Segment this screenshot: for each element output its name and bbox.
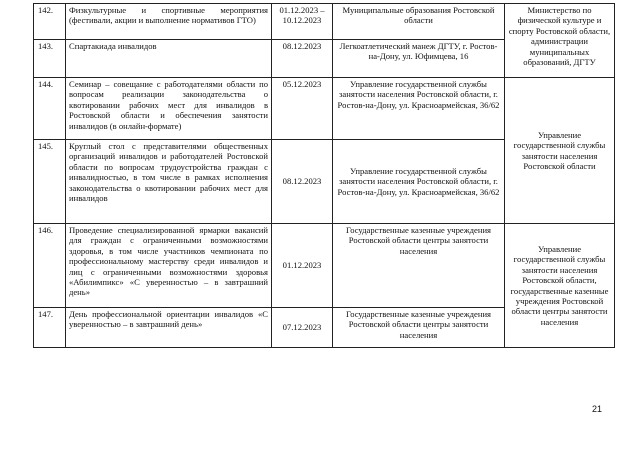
table-row [34, 224, 615, 308]
event-date: 07.12.2023 [272, 308, 333, 348]
event-name: Спартакиада инвалидов [66, 40, 272, 78]
event-date: 08.12.2023 [272, 140, 333, 224]
event-name: Проведение специализированной ярмарки вакансий для граждан с ограниченными возможностями здоровья, в том числе участников чемпионата по профессиональному мастерству среди инвалидов и лиц с ограниченными возможностями здоровья «Абилимпикс» «С уверенностью – в завтрашний день» [66, 224, 272, 308]
row-number: 146. [34, 224, 66, 308]
event-name: Круглый стол с представителями общественных организаций инвалидов и работодателей Ростовской области по вопросам трудоустройства граждан с инвалидностью, в том числе в рамках исполнения законодательства о квотировании рабочих мест для инвалидов [66, 140, 272, 224]
events-table [33, 3, 615, 348]
event-place: Государственные казенные учреждения Ростовской области центры занятости населения [333, 308, 505, 348]
event-place: Муниципальные образования Ростовской области [333, 4, 505, 40]
row-number: 142. [34, 4, 66, 40]
row-number: 145. [34, 140, 66, 224]
event-organizer: Управление государственной службы занятости населения Ростовской области [505, 78, 615, 224]
event-place: Управление государственной службы занятости населения Ростовской области, г. Ростов-на-Дону, ул. Красноармейская, 36/62 [333, 78, 505, 140]
event-date: 05.12.2023 [272, 78, 333, 140]
event-place: Управление государственной службы занятости населения Ростовской области, г. Ростов-на-Дону, ул. Красноармейская, 36/62 [333, 140, 505, 224]
table-row [34, 78, 615, 140]
event-name: Семинар – совещание с работодателями области по вопросам реализации законодательства о квотировании рабочих мест для инвалидов в Ростовской области и обеспечения занятости инвалидов (в онлайн-формате) [66, 78, 272, 140]
row-number: 143. [34, 40, 66, 78]
event-name: Физкультурные и спортивные мероприятия (фестивали, акции и выполнение нормативов ГТО) [66, 4, 272, 40]
event-name: День профессиональной ориентации инвалидов «С уверенностью – в завтрашний день» [66, 308, 272, 348]
event-place: Государственные казенные учреждения Ростовской области центры занятости населения [333, 224, 505, 308]
event-date: 01.12.2023 – 10.12.2023 [272, 4, 333, 40]
row-number: 144. [34, 78, 66, 140]
event-organizer: Министерство по физической культуре и спорту Ростовской области, администрации муниципальных образований, ДГТУ [505, 4, 615, 78]
row-number: 147. [34, 308, 66, 348]
event-place: Легкоатлетический манеж ДГТУ, г. Ростов-на-Дону, ул. Юфимцева, 16 [333, 40, 505, 78]
event-date: 01.12.2023 [272, 224, 333, 308]
event-organizer: Управление государственной службы занятости населения Ростовской области, государственные казенные учреждения Ростовской области центры занятости населения [505, 224, 615, 348]
page-number: 21 [592, 404, 603, 414]
event-date: 08.12.2023 [272, 40, 333, 78]
table-row [34, 4, 615, 40]
